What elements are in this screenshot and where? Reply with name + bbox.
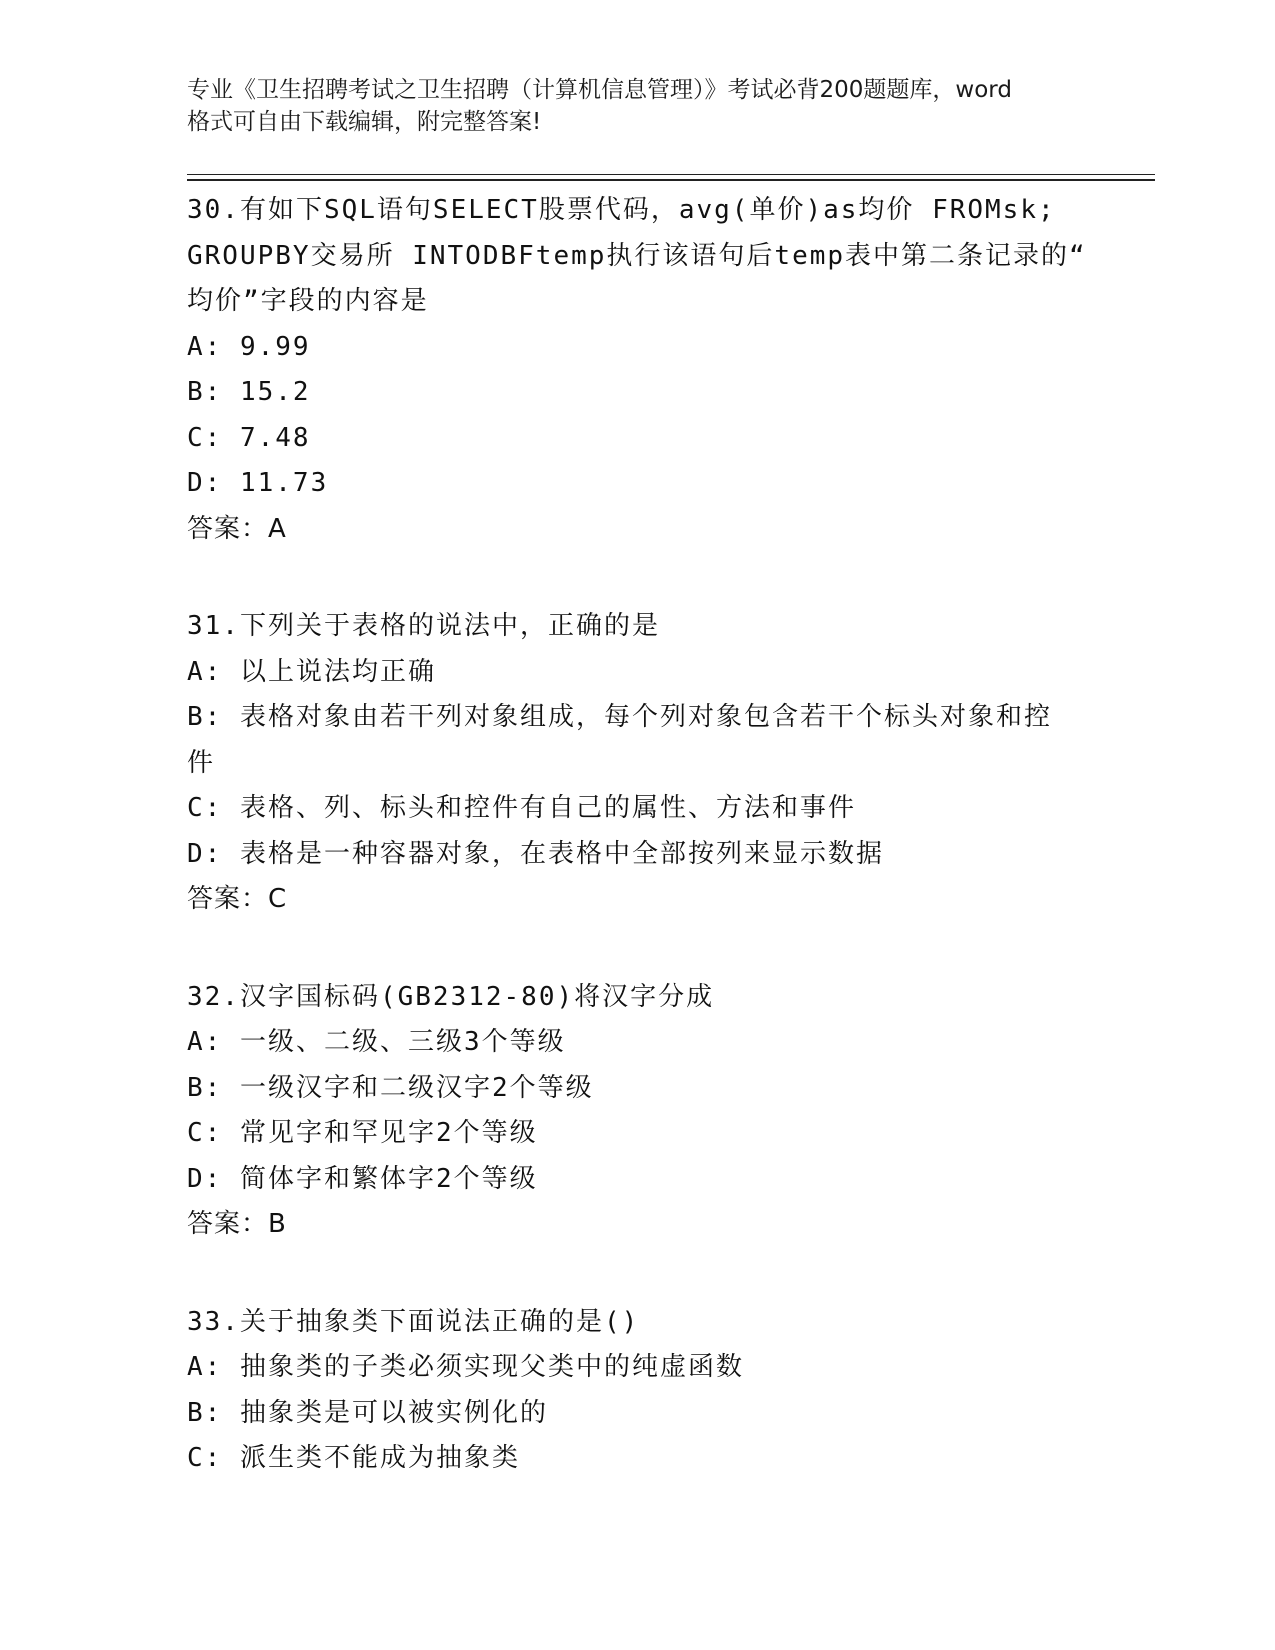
question-32 (187, 975, 1087, 1248)
header-divider-thin (187, 174, 1155, 175)
option-c: C: 常见字和罕见字2个等级 (187, 1118, 538, 1148)
question-30 (187, 188, 1087, 552)
option-a: A: 一级、二级、三级3个等级 (187, 1027, 566, 1057)
question-33 (187, 1300, 1087, 1482)
option-b: B: 抽象类是可以被实例化的 (187, 1397, 548, 1428)
answer-label: 答案：A (187, 513, 287, 544)
option-a: A: 9.99 (187, 331, 311, 362)
question-stem-line: GROUPBY交易所 INTODBFtemp执行该语句后temp表中第二条记录的“ (187, 240, 1087, 271)
header-line-1: 专业《卫生招聘考试之卫生招聘（计算机信息管理）》考试必背200题题库，word (187, 77, 1012, 103)
option-a: A: 以上说法均正确 (187, 656, 436, 687)
question-stem-line: 32.汉字国标码(GB2312-80)将汉字分成 (187, 981, 715, 1012)
option-b: B: 一级汉字和二级汉字2个等级 (187, 1072, 594, 1103)
option-b: B: 表格对象由若干列对象组成，每个列对象包含若干个标头对象和控 (187, 702, 1052, 732)
header-divider-thick (187, 179, 1155, 181)
option-a: A: 抽象类的子类必须实现父类中的纯虚函数 (187, 1352, 744, 1382)
option-c: C: 派生类不能成为抽象类 (187, 1443, 520, 1473)
question-list (187, 188, 1087, 1534)
question-stem-line: 33.关于抽象类下面说法正确的是() (187, 1306, 640, 1337)
option-b-continued: 件 (187, 747, 216, 778)
option-b: B: 15.2 (187, 377, 311, 407)
question-stem-line: 30.有如下SQL语句SELECT股票代码，avg(单价)as均价 FROMsk; (187, 195, 1056, 225)
option-c: C: 表格、列、标头和控件有自己的属性、方法和事件 (187, 793, 856, 823)
option-d: D: 11.73 (187, 468, 329, 498)
option-d: D: 表格是一种容器对象，在表格中全部按列来显示数据 (187, 838, 884, 869)
question-31 (187, 604, 1087, 923)
header-line-2: 格式可自由下载编辑，附完整答案! (187, 109, 542, 135)
option-c: C: 7.48 (187, 422, 311, 453)
option-d: D: 简体字和繁体字2个等级 (187, 1163, 538, 1194)
question-stem-line: 31.下列关于表格的说法中，正确的是 (187, 611, 660, 641)
answer-label: 答案：C (187, 884, 288, 914)
document-header (187, 74, 1087, 138)
question-stem-line: 均价”字段的内容是 (187, 286, 429, 316)
answer-label: 答案：B (187, 1209, 287, 1239)
